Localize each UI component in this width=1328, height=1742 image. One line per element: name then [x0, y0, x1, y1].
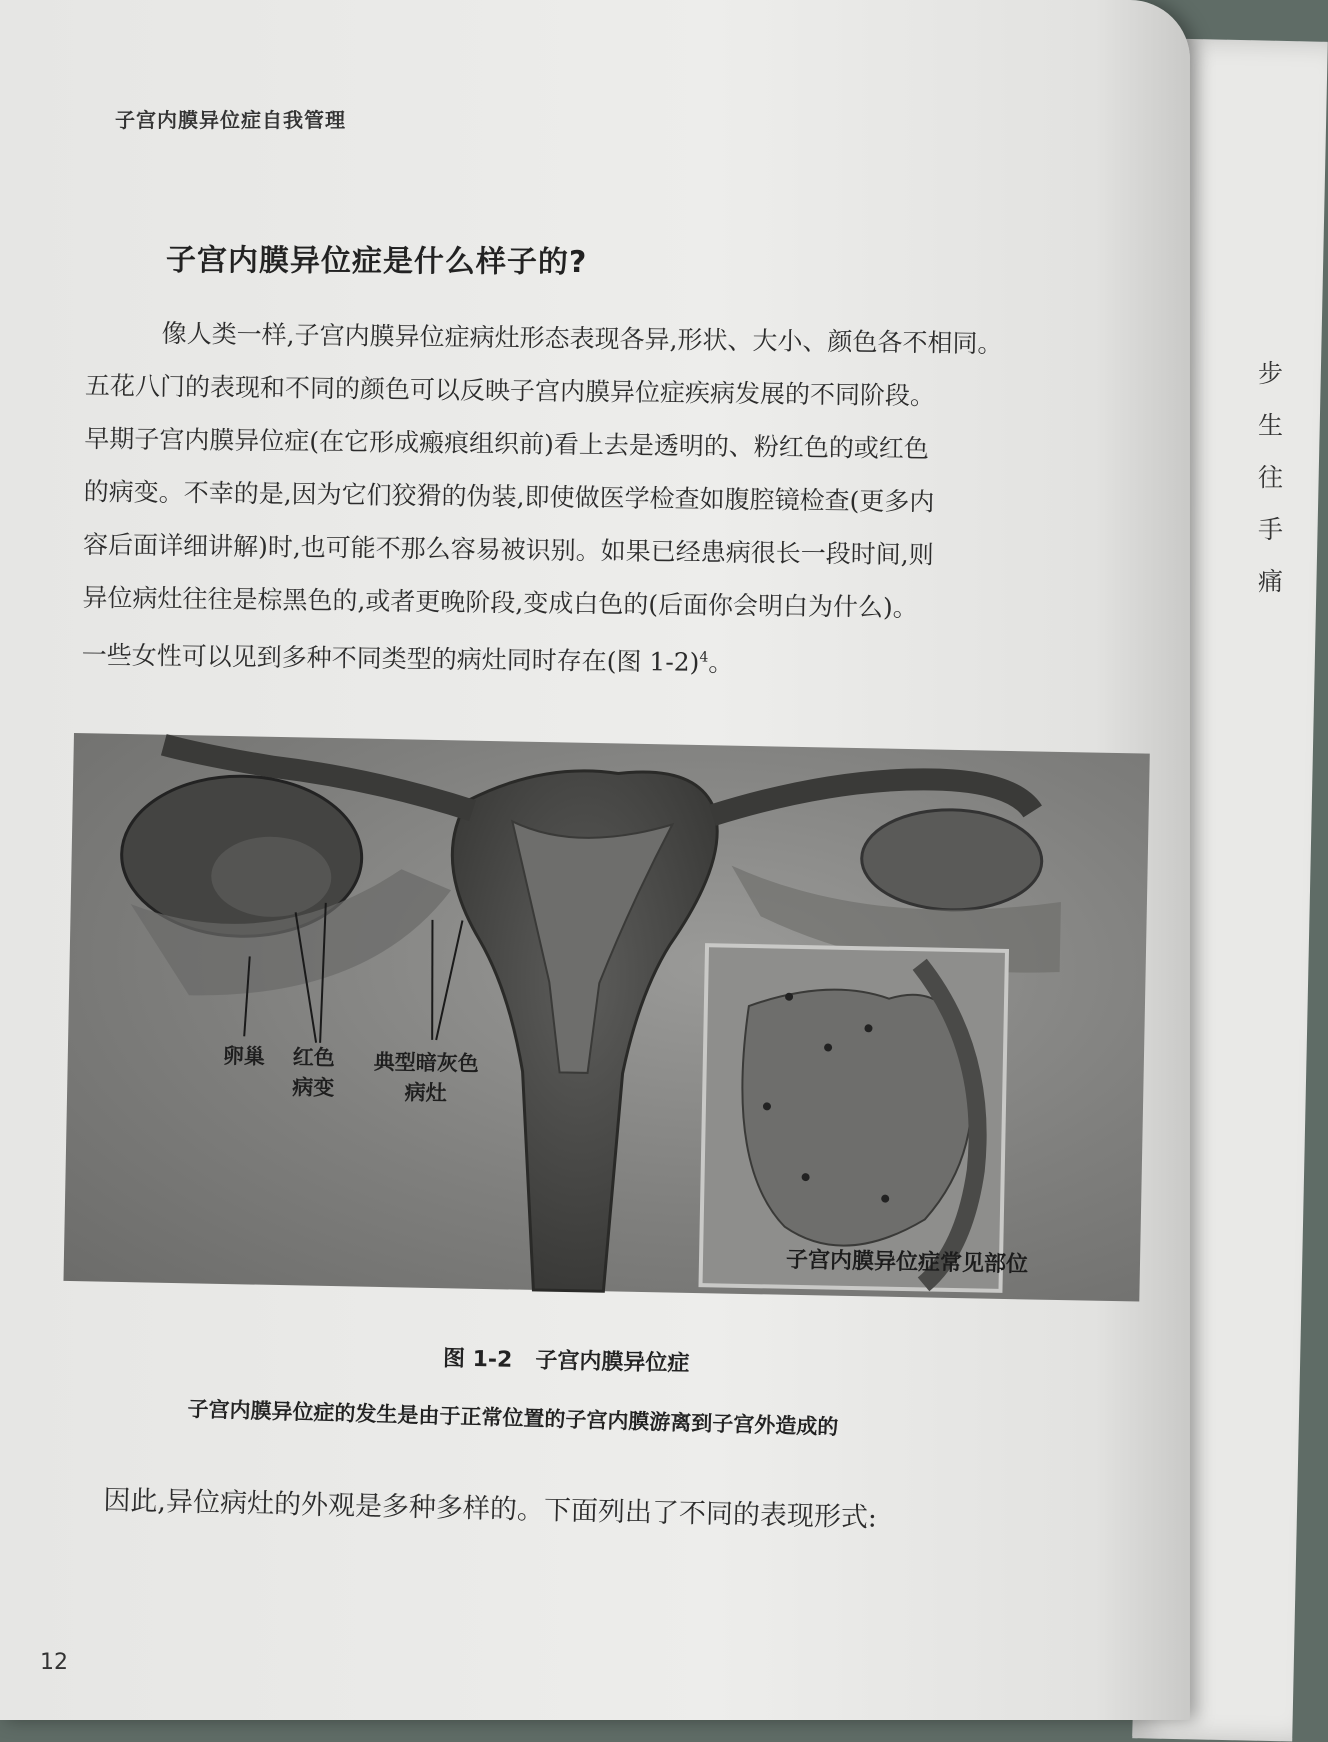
- next-page-char: 生: [1258, 411, 1284, 440]
- paragraph-line: 一些女性可以见到多种不同类型的病灶同时存在(图 1-2): [81, 640, 700, 677]
- figure-description: 子宫内膜异位症的发生是由于正常位置的子宫内膜游离到子宫外造成的: [187, 1396, 839, 1440]
- right-ovary: [861, 808, 1043, 911]
- figure-title: 子宫内膜异位症: [535, 1348, 690, 1377]
- citation-tail: 。: [708, 647, 734, 678]
- closing-line: 因此,异位病灶的外观是多种多样的。下面列出了不同的表现形式:: [103, 1484, 878, 1534]
- figure-caption: [443, 1341, 690, 1377]
- next-page-char: 往: [1258, 463, 1284, 492]
- paragraph-line: 异位病灶往往是棕黑色的,或者更晚阶段,变成白色的(后面你会明白为什么)。: [82, 582, 918, 623]
- paragraph-line: 的病变。不幸的是,因为它们狡猾的伪装,即使做医学检查如腹腔镜检查(更多内: [83, 476, 935, 517]
- uterus-drawing: [63, 733, 1149, 1302]
- next-page-char: 步: [1258, 359, 1284, 388]
- gray-lesion-leader-line: [436, 920, 462, 1040]
- paragraph-line: 像人类一样,子宫内膜异位症病灶形态表现各异,形状、大小、颜色各不相同。: [161, 318, 1003, 359]
- paragraph-line: 五花八门的表现和不同的颜色可以反映子宫内膜异位症疾病发展的不同阶段。: [84, 370, 936, 411]
- label-gray-lesion: 典型暗灰色 病灶: [373, 1049, 479, 1106]
- uterus-illustration: [63, 733, 1149, 1302]
- running-title: 子宫内膜异位症自我管理: [115, 108, 346, 132]
- gray-lesion-leader-line: [430, 920, 434, 1040]
- inset-caption: 子宫内膜异位症常见部位: [785, 1247, 1029, 1278]
- next-page-char: 痛: [1258, 567, 1284, 596]
- next-page-char: 手: [1258, 515, 1284, 544]
- paragraph-line: 容后面详细讲解)时,也可能不那么容易被识别。如果已经患病很长一段时间,则: [82, 529, 934, 570]
- citation-superscript: 4: [699, 649, 709, 666]
- paragraph-line: 早期子宫内膜异位症(在它形成瘢痕组织前)看上去是透明的、粉红色的或红色: [84, 423, 930, 464]
- section-title: 子宫内膜异位症是什么样子的?: [165, 242, 588, 281]
- body-paragraph: [81, 306, 1166, 694]
- label-ovary: 卵巢: [222, 1043, 266, 1069]
- page-number: 12: [40, 1650, 68, 1675]
- paragraph-line-last: [81, 624, 1162, 695]
- figure-number: 图 1-2: [442, 1346, 513, 1373]
- label-red-lesion: 红色 病变: [292, 1045, 336, 1101]
